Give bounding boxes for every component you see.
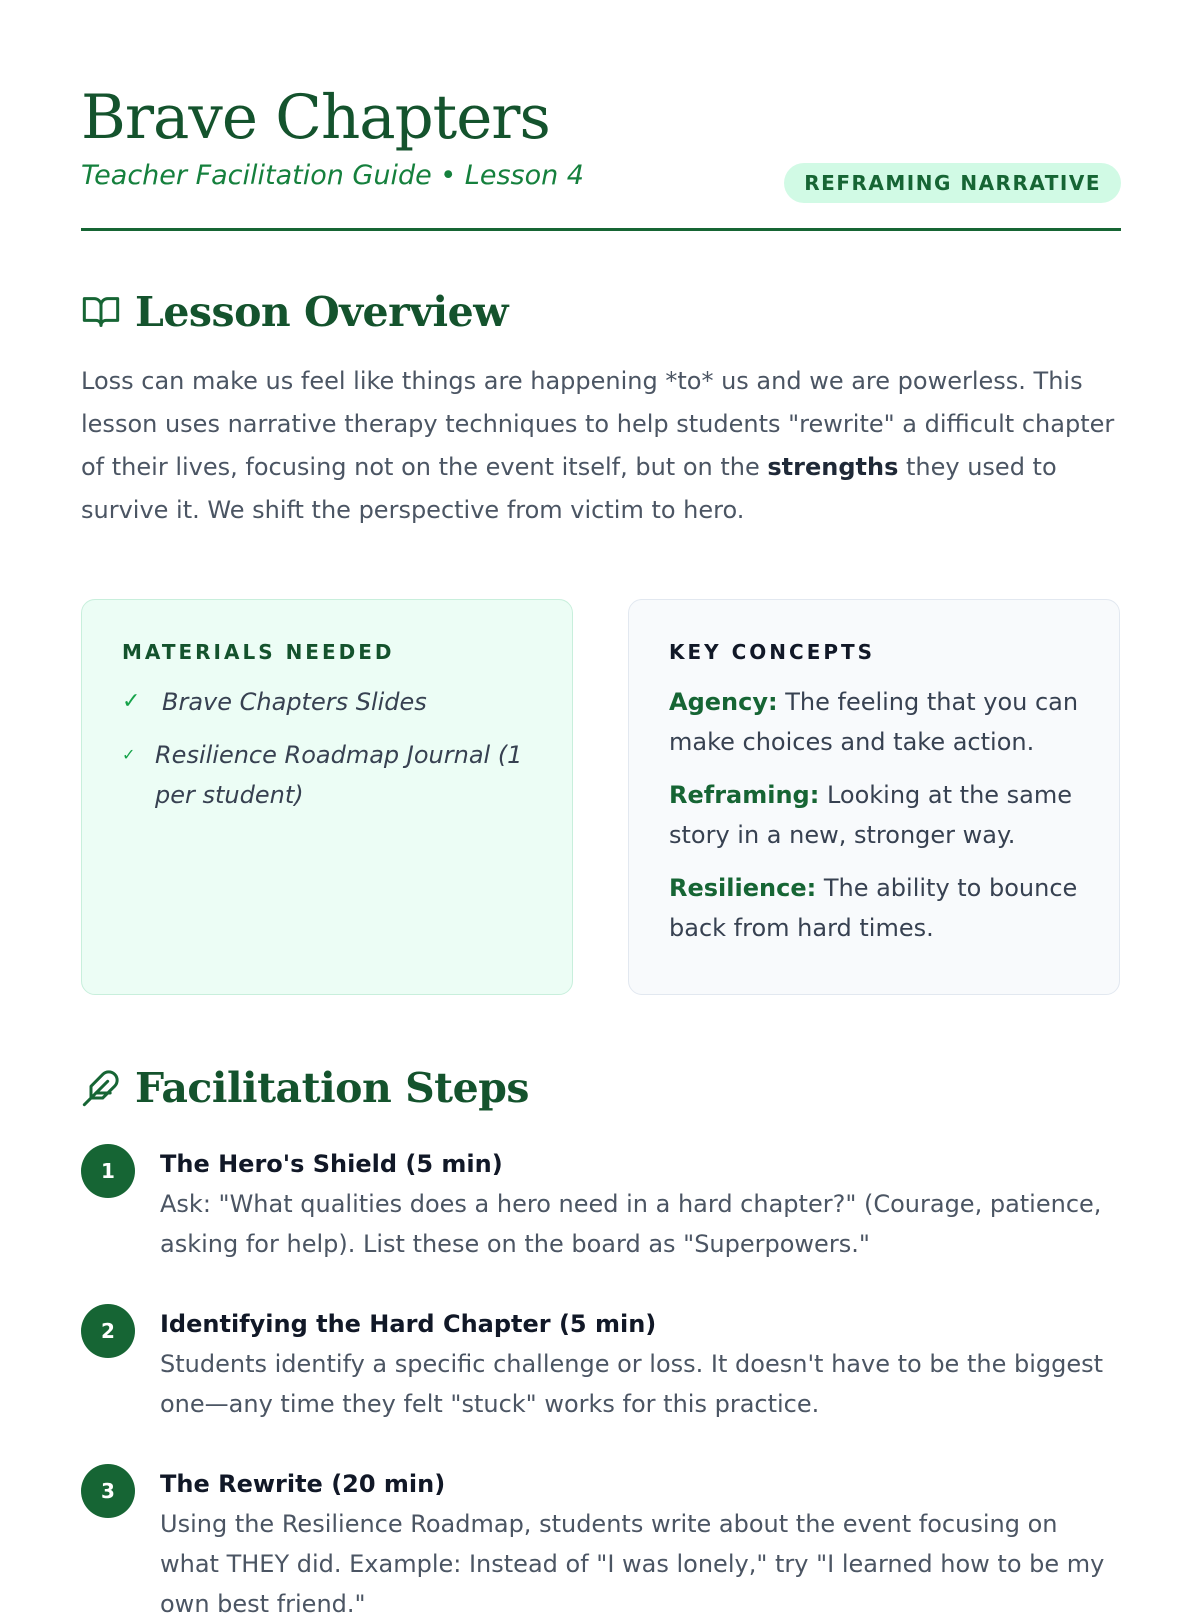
step-number: 2 bbox=[81, 1304, 135, 1358]
concept-term: Resilience: bbox=[669, 874, 817, 902]
materials-title: MATERIALS NEEDED bbox=[122, 640, 395, 664]
header-divider bbox=[81, 228, 1121, 231]
overview-heading-row bbox=[81, 288, 508, 336]
key-concepts-card bbox=[628, 599, 1120, 995]
step-body: Ask: "What qualities does a hero need in a hard chapter?" (Courage, patience, asking for help). List these on the board as "Superpowers." bbox=[160, 1190, 1102, 1258]
materials-list bbox=[122, 682, 532, 815]
concepts-title: KEY CONCEPTS bbox=[669, 640, 876, 664]
material-label: Brave Chapters Slides bbox=[162, 688, 427, 716]
concept-item bbox=[669, 868, 1079, 948]
overview-text-start: Loss can make us feel like things are happening *to* us and we are powerless. This lesson uses narrative therapy techniques to help students "rewrite" a difficult chapter of their lives, focusing not on the event itself, but on the bbox=[81, 367, 1115, 481]
steps-heading: Facilitation Steps bbox=[135, 1064, 529, 1112]
checkmark-icon: ✓ bbox=[122, 745, 136, 764]
steps-heading-row bbox=[81, 1064, 529, 1112]
book-open-icon bbox=[81, 292, 121, 332]
page-subtitle: Teacher Facilitation Guide • Lesson 4 bbox=[81, 160, 584, 191]
step-number: 3 bbox=[81, 1464, 135, 1518]
materials-card bbox=[81, 599, 573, 995]
feather-pen-icon bbox=[81, 1068, 121, 1108]
overview-paragraph bbox=[81, 360, 1121, 532]
step-title: The Rewrite (20 min) bbox=[160, 1470, 446, 1498]
step-title: The Hero's Shield (5 min) bbox=[160, 1150, 503, 1178]
list-item bbox=[122, 735, 532, 815]
overview-heading: Lesson Overview bbox=[135, 288, 509, 336]
checkmark-icon: ✓ bbox=[122, 689, 141, 714]
page-title: Brave Chapters bbox=[81, 82, 550, 153]
step-title: Identifying the Hard Chapter (5 min) bbox=[160, 1310, 657, 1338]
overview-text-end: they used to survive it. We shift the perspective from victim to hero. bbox=[81, 453, 1057, 524]
concept-term: Reframing: bbox=[669, 781, 820, 809]
concept-term: Agency: bbox=[669, 688, 778, 716]
material-label: Resilience Roadmap Journal (1 per student) bbox=[155, 741, 523, 809]
concept-item bbox=[669, 775, 1079, 855]
concept-definition: Looking at the same story in a new, stronger way. bbox=[669, 781, 1073, 849]
step-body: Students identify a specific challenge or loss. It doesn't have to be the biggest one—any time they felt "stuck" works for this practice. bbox=[160, 1350, 1104, 1418]
concept-item bbox=[669, 682, 1079, 762]
step-number: 1 bbox=[81, 1144, 135, 1198]
concept-definition: The feeling that you can make choices and take action. bbox=[669, 688, 1079, 756]
step-body: Using the Resilience Roadmap, students write about the event focusing on what THEY did. Example: Instead of "I was lonely," try "I learned how to be my own best friend." bbox=[160, 1510, 1105, 1618]
list-item bbox=[122, 682, 532, 722]
status-badge: REFRAMING NARRATIVE bbox=[784, 163, 1121, 203]
concept-definition: The ability to bounce back from hard times. bbox=[669, 874, 1078, 942]
overview-bold-strengths: strengths bbox=[767, 453, 899, 481]
